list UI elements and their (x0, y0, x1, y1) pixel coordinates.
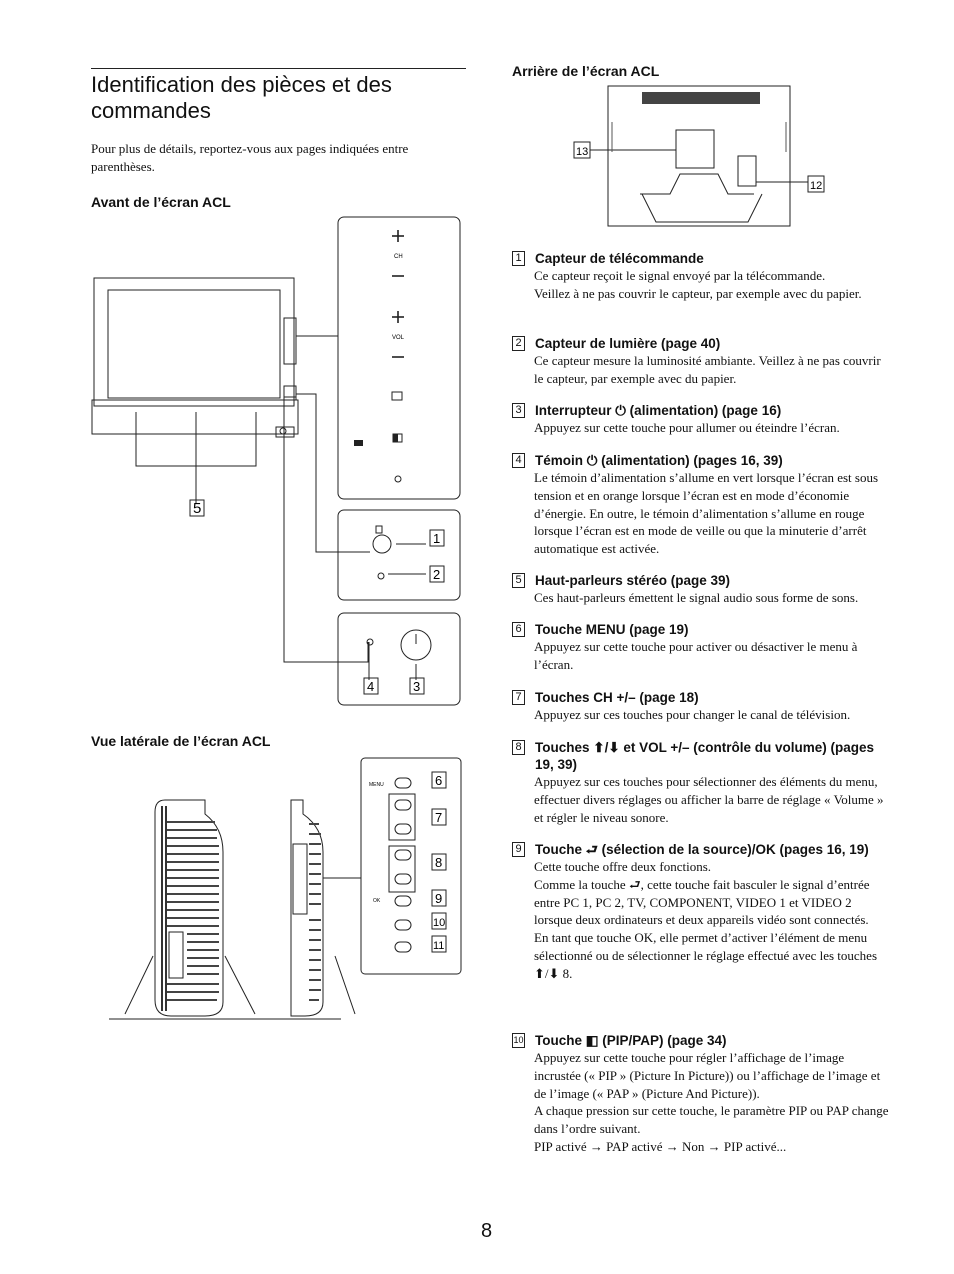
page-number: 8 (481, 1220, 493, 1242)
item-line: Le témoin d’alimentation s’allume en vert lorsque l’écran est sous tension et en orange lorsque l’écran est en mode d’économie d’énergie. En outre, le témoin d’alimentation s’allume en rouge lorsque l’écran est en mode de veille ou que la minuterie d’arrêt automatique est activée. (534, 470, 879, 557)
item-5 (512, 572, 890, 607)
item-line: PIP activé → PAP activé → Non → PIP activé... (534, 1138, 787, 1154)
item-6 (512, 621, 890, 674)
intro-text: Pour plus de détails, reportez-vous aux pages indiquées entre parenthèses. (91, 141, 409, 174)
item-num: 6 (512, 622, 525, 637)
panel-ch-label: CH (394, 254, 403, 260)
callout-3: 3 (413, 679, 421, 694)
side-view-diagram (105, 752, 467, 1024)
callout-5: 5 (193, 500, 202, 517)
item-9 (512, 841, 890, 983)
item-8 (512, 739, 890, 826)
item-7 (512, 689, 890, 724)
item-line: Appuyez sur cette touche pour allumer ou éteindre l’écran. (534, 420, 840, 435)
front-view-diagram (88, 214, 468, 709)
callout-8: 8 (435, 855, 443, 870)
callout-1: 1 (433, 531, 441, 546)
item-title: Touches CH +/– (page 18) (535, 690, 699, 705)
callout-11: 11 (433, 940, 445, 952)
callout-9: 9 (435, 891, 443, 906)
item-title: Touche ⮐ (sélection de la source)/OK (pages 16, 19) (535, 842, 869, 857)
item-num: 10 (512, 1033, 525, 1048)
rear-view-diagram (570, 82, 832, 234)
item-line: Appuyez sur cette touche pour activer ou désactiver le menu à l’écran. (534, 639, 858, 672)
callout-7: 7 (435, 810, 443, 825)
item-line: Comme la touche ⮐, cette touche fait basculer le signal d’entrée entre PC 1, PC 2, TV, COMPONENT, VIDEO 1 et VIDEO 2 lorsque deux ordinateurs et deux appareils vidéo sont connectés. (534, 876, 870, 928)
callout-4: 4 (367, 679, 375, 694)
callout-13: 13 (576, 146, 589, 158)
side-menu-label: MENU (369, 782, 384, 788)
item-line: Ce capteur mesure la luminosité ambiante. Veillez à ne pas couvrir le capteur, par exemple avec du papier. (534, 353, 881, 386)
item-10 (512, 1032, 890, 1156)
item-line: Appuyez sur ces touches pour sélectionner des éléments du menu, effectuer divers réglages ou afficher la barre de réglage « Volume » et régler le niveau sonore. (534, 774, 884, 825)
callout-2: 2 (433, 567, 441, 582)
item-title: Capteur de télécommande (535, 251, 704, 266)
callout-12: 12 (810, 180, 823, 192)
item-line: Appuyez sur ces touches pour changer le canal de télévision. (534, 707, 851, 722)
front-view-title: Avant de l’écran ACL (91, 194, 231, 210)
item-num: 5 (512, 573, 525, 588)
side-ok-label: OK (373, 898, 381, 904)
item-line: Appuyez sur cette touche pour régler l’affichage de l’image incrustée (« PIP » (Picture In Picture)) ou l’affichage de l’image et de l’image (« PAP » (Picture And Picture)). (534, 1050, 881, 1101)
callout-10: 10 (433, 917, 446, 929)
title-rule (91, 68, 466, 69)
item-line: A chaque pression sur cette touche, le paramètre PIP ou PAP change dans l’ordre suivant. (534, 1103, 889, 1137)
item-title: Touches ⬆/⬇ et VOL +/– (contrôle du volume) (pages 19, 39) (535, 740, 875, 772)
item-4 (512, 452, 890, 558)
side-view-title: Vue latérale de l’écran ACL (91, 733, 271, 749)
callout-6: 6 (435, 773, 443, 788)
item-title: Touche MENU (page 19) (535, 622, 689, 637)
item-line: En tant que touche OK, elle permet d’activer l’élément de menu sélectionné ou de sélectionner le réglage effectué avec les touches ⬆/⬇ 8. (534, 930, 878, 981)
item-title: Interrupteur ⏻ (alimentation) (page 16) (535, 403, 782, 418)
item-line: Veillez à ne pas couvrir le capteur, par exemple avec du papier. (534, 285, 862, 301)
item-num: 8 (512, 740, 525, 755)
item-num: 4 (512, 453, 525, 468)
item-1 (512, 250, 890, 303)
item-title: Témoin ⏻ (alimentation) (pages 16, 39) (535, 453, 783, 468)
item-num: 3 (512, 403, 525, 418)
item-title: Capteur de lumière (page 40) (535, 336, 721, 351)
item-num: 1 (512, 251, 525, 266)
item-line: Ce capteur reçoit le signal envoyé par la télécommande. (534, 268, 826, 283)
item-2 (512, 335, 890, 388)
item-3 (512, 402, 890, 437)
page-title: Identification des pièces et des commandes (91, 72, 392, 123)
rear-view-title: Arrière de l’écran ACL (512, 63, 660, 79)
item-num: 7 (512, 690, 525, 705)
item-num: 2 (512, 336, 525, 351)
item-title: Haut-parleurs stéréo (page 39) (535, 573, 731, 588)
item-num: 9 (512, 842, 525, 857)
item-line: Cette touche offre deux fonctions. (534, 859, 712, 874)
item-title: Touche ◧ (PIP/PAP) (page 34) (535, 1033, 727, 1048)
item-line: Ces haut-parleurs émettent le signal audio sous forme de sons. (534, 590, 859, 605)
panel-vol-label: VOL (392, 335, 405, 341)
